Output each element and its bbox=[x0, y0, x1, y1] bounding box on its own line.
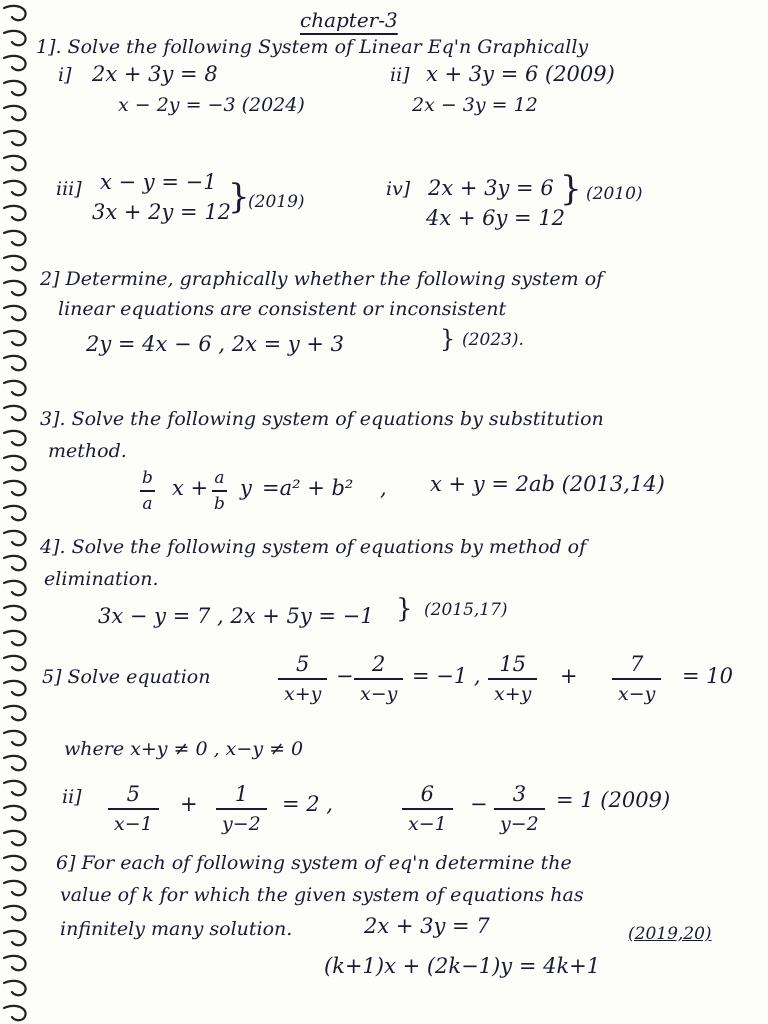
spiral-coil bbox=[4, 1006, 26, 1020]
q5-g-frac-1: $\frac{1}{y-2}$ bbox=[216, 782, 267, 836]
spiral-coil bbox=[4, 206, 26, 220]
spiral-coil bbox=[4, 856, 26, 870]
spiral-coil bbox=[4, 981, 26, 995]
spiral-coil bbox=[4, 806, 26, 820]
spiral-coil bbox=[4, 406, 26, 420]
spiral-coil bbox=[4, 631, 26, 645]
spiral-coil bbox=[4, 456, 26, 470]
q1-i-eq2: x − 2y = −3 (2024) bbox=[118, 94, 305, 116]
q1-ii-eq1: x + 3y = 6 (2009) bbox=[426, 62, 615, 86]
q1-iv-eq2: 4x + 6y = 12 bbox=[426, 206, 566, 230]
spiral-coil bbox=[4, 381, 26, 395]
q6-year: (2019,20) bbox=[628, 924, 712, 944]
spiral-coil bbox=[4, 781, 26, 795]
spiral-coil bbox=[4, 431, 26, 445]
q2-brace: } bbox=[440, 325, 456, 353]
q4-year: (2015,17) bbox=[424, 600, 508, 620]
q1-i-eq1: 2x + 3y = 8 bbox=[92, 62, 218, 86]
spiral-coil bbox=[4, 56, 26, 70]
spiral-coil bbox=[4, 556, 26, 570]
chapter-title: chapter-3 bbox=[300, 8, 398, 32]
q3-line2: method. bbox=[48, 440, 127, 462]
q1-iii-eq1: x − y = −1 bbox=[100, 170, 217, 194]
q5-g-frac-3: $\frac{3}{y-2}$ bbox=[494, 782, 545, 836]
spiral-coil bbox=[4, 356, 26, 370]
q5-plus: + bbox=[560, 664, 578, 688]
q3-eq2: x + y = 2ab (2013,14) bbox=[430, 472, 665, 496]
q3-comma: , bbox=[380, 476, 387, 500]
spiral-coil bbox=[4, 181, 26, 195]
q1-iii-year: (2019) bbox=[248, 192, 305, 212]
q1-ii-eq2: 2x − 3y = 12 bbox=[412, 94, 538, 116]
spiral-coil bbox=[4, 656, 26, 670]
q6-eq2: (k+1)x + (2k−1)y = 4k+1 bbox=[324, 954, 601, 978]
spiral-coil bbox=[4, 956, 26, 970]
q3-frac-b-over-a: $\frac{b}{a}$ bbox=[142, 468, 153, 514]
q1-iv-year: (2010) bbox=[586, 184, 643, 204]
q3-x-plus: x + bbox=[172, 476, 209, 500]
q5-g-frac-6: $\frac{6}{x-1}$ bbox=[402, 782, 453, 836]
q5-g-mid: = 2 , bbox=[282, 792, 333, 816]
q6-line1: 6] For each of following system of eq'n determine the bbox=[56, 852, 572, 874]
q1-iv-eq1: 2x + 3y = 6 bbox=[428, 176, 554, 200]
q1-iii-brace: } bbox=[228, 177, 250, 217]
q6-eq1: 2x + 3y = 7 bbox=[364, 914, 490, 938]
spiral-coil bbox=[4, 931, 26, 945]
q1-i-label: i] bbox=[58, 64, 72, 86]
spiral-coil bbox=[4, 31, 26, 45]
spiral-coil bbox=[4, 706, 26, 720]
q1-ii-label: ii] bbox=[390, 64, 410, 86]
q3-line1: 3]. Solve the following system of equations by substitution bbox=[40, 408, 604, 430]
q5-ii-label: ii] bbox=[62, 786, 82, 808]
q1-iii-eq2: 3x + 2y = 12 bbox=[92, 200, 232, 224]
q6-line2: value of k for which the given system of equations has bbox=[60, 884, 584, 906]
spiral-coil bbox=[4, 606, 26, 620]
spiral-coil bbox=[4, 531, 26, 545]
q5-end: = 10 bbox=[682, 664, 733, 688]
q5-g-frac-5: $\frac{5}{x-1}$ bbox=[108, 782, 159, 836]
q5-frac-2: $\frac{2}{x-y}$ bbox=[354, 652, 403, 706]
q5-g-plus: + bbox=[180, 792, 198, 816]
q5-frac-7: $\frac{7}{x-y}$ bbox=[612, 652, 661, 706]
q2-line2: linear equations are consistent or inconsistent bbox=[58, 298, 507, 320]
spiral-coil bbox=[4, 281, 26, 295]
spiral-coil bbox=[4, 506, 26, 520]
spiral-coil bbox=[4, 881, 26, 895]
q5-where: where x+y ≠ 0 , x−y ≠ 0 bbox=[64, 738, 304, 760]
q3-y: y bbox=[240, 476, 252, 500]
spiral-coil bbox=[4, 131, 26, 145]
spiral-coil bbox=[4, 331, 26, 345]
q5-frac-15: $\frac{15}{x+y}$ bbox=[488, 652, 537, 706]
spiral-coil bbox=[4, 481, 26, 495]
q1-heading: 1]. Solve the following System of Linear Eq'n Graphically bbox=[36, 36, 589, 58]
q2-line1: 2] Determine, graphically whether the following system of bbox=[40, 268, 604, 290]
q5-label: 5] Solve equation bbox=[42, 666, 211, 688]
q5-frac-5: $\frac{5}{x+y}$ bbox=[278, 652, 327, 706]
q1-iv-brace: } bbox=[560, 169, 582, 209]
spiral-binding bbox=[0, 0, 40, 1024]
q1-iii-label: iii] bbox=[56, 178, 82, 200]
spiral-coil bbox=[4, 156, 26, 170]
q5-g-end: = 1 (2009) bbox=[556, 788, 671, 812]
spiral-coil bbox=[4, 831, 26, 845]
q6-line3: infinitely many solution. bbox=[60, 918, 293, 940]
q2-year: (2023). bbox=[462, 330, 524, 350]
spiral-coil bbox=[4, 231, 26, 245]
q4-brace: } bbox=[396, 594, 413, 624]
spiral-coil bbox=[4, 6, 26, 20]
q3-eq-rest: =a² + b² bbox=[262, 476, 354, 500]
q5-minus: − bbox=[336, 664, 354, 688]
q5-g-minus: − bbox=[470, 792, 488, 816]
spiral-coil bbox=[4, 581, 26, 595]
spiral-coil bbox=[4, 256, 26, 270]
q1-iv-label: iv] bbox=[386, 178, 411, 200]
spiral-coil bbox=[4, 106, 26, 120]
q3-frac-a-over-b: $\frac{a}{b}$ bbox=[214, 468, 225, 514]
q2-eq: 2y = 4x − 6 , 2x = y + 3 bbox=[86, 332, 345, 356]
q4-eq: 3x − y = 7 , 2x + 5y = −1 bbox=[98, 604, 374, 628]
spiral-coil bbox=[4, 906, 26, 920]
spiral-coil bbox=[4, 306, 26, 320]
q4-line2: elimination. bbox=[44, 568, 159, 590]
spiral-coil bbox=[4, 681, 26, 695]
q5-mid: = −1 , bbox=[412, 664, 481, 688]
q4-line1: 4]. Solve the following system of equations by method of bbox=[40, 536, 587, 558]
spiral-coil bbox=[4, 731, 26, 745]
spiral-coil bbox=[4, 81, 26, 95]
spiral-coil bbox=[4, 756, 26, 770]
